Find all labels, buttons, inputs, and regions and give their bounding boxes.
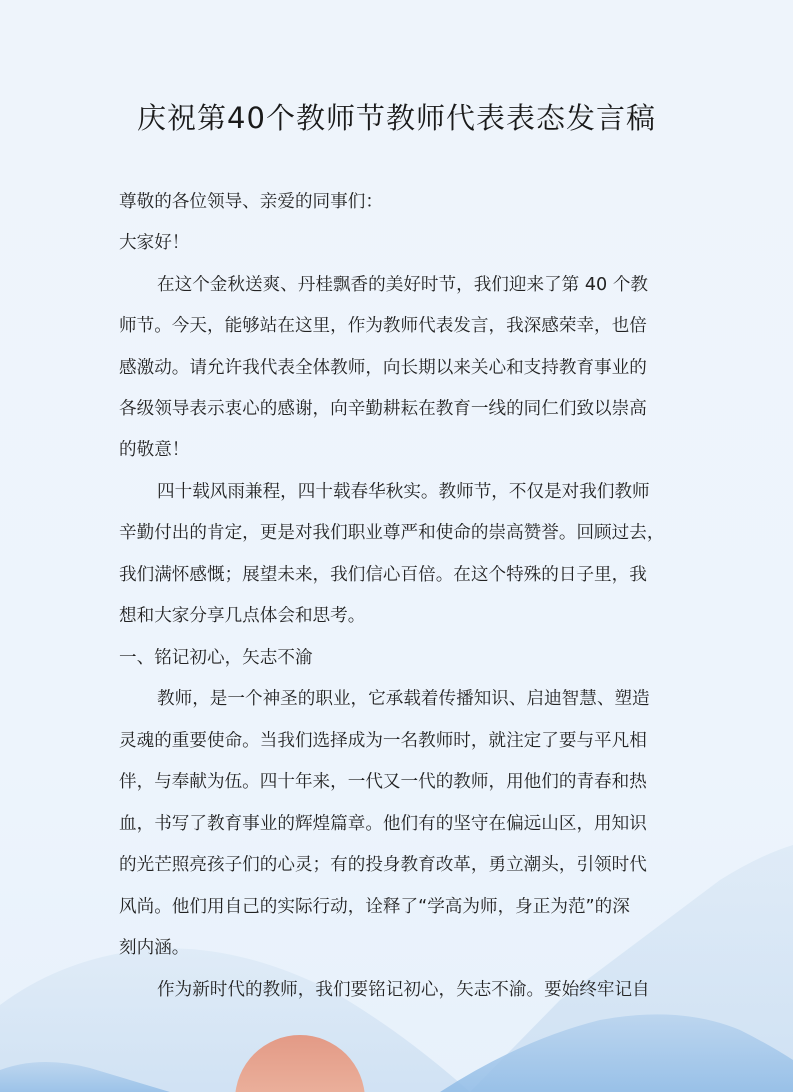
paragraph-3-line-4: 血，书写了教育事业的辉煌篇章。他们有的坚守在偏远山区，用知识 [119, 814, 647, 834]
paragraph-3-line-6: 风尚。他们用自己的实际行动，诠释了“学高为师，身正为范”的深 [119, 897, 630, 917]
paragraph-1-line-4: 各级领导表示衷心的感谢，向辛勤耕耘在教育一线的同仁们致以崇高 [119, 399, 647, 419]
paragraph-3-line-3: 伴，与奉献为伍。四十年来，一代又一代的教师，用他们的青春和热 [119, 772, 647, 792]
paragraph-1-line-2: 师节。今天，能够站在这里，作为教师代表发言，我深感荣幸，也倍 [119, 316, 647, 336]
salutation: 尊敬的各位领导、亲爱的同事们： [119, 192, 383, 212]
paragraph-2-line-2: 辛勤付出的肯定，更是对我们职业尊严和使命的崇高赞誉。回顾过去， [119, 523, 665, 543]
section-heading-1: 一、铭记初心，矢志不渝 [119, 648, 313, 668]
paragraph-3-line-5: 的光芒照亮孩子们的心灵；有的投身教育改革，勇立潮头，引领时代 [119, 855, 647, 875]
paragraph-3-line-2: 灵魂的重要使命。当我们选择成为一名教师时，就注定了要与平凡相 [119, 731, 647, 751]
paragraph-4-line-1: 作为新时代的教师，我们要铭记初心，矢志不渝。要始终牢记自 [157, 980, 650, 1000]
greeting: 大家好！ [119, 233, 190, 253]
paragraph-3-line-7: 刻内涵。 [119, 938, 190, 958]
paragraph-1-line-5: 的敬意！ [119, 440, 190, 460]
paragraph-1-line-3: 感激动。请允许我代表全体教师，向长期以来关心和支持教育事业的 [119, 358, 647, 378]
paragraph-2-line-3: 我们满怀感慨；展望未来，我们信心百倍。在这个特殊的日子里，我 [119, 565, 647, 585]
paragraph-1-line-1: 在这个金秋送爽、丹桂飘香的美好时节，我们迎来了第 40 个教 [157, 275, 649, 295]
paragraph-2-line-4: 想和大家分享几点体会和思考。 [119, 606, 366, 626]
paragraph-3-line-1: 教师，是一个神圣的职业，它承载着传播知识、启迪智慧、塑造 [157, 689, 650, 709]
document-title: 庆祝第40个教师节教师代表表态发言稿 [137, 101, 656, 135]
paragraph-2-line-1: 四十载风雨兼程，四十载春华秋实。教师节，不仅是对我们教师 [157, 482, 650, 502]
